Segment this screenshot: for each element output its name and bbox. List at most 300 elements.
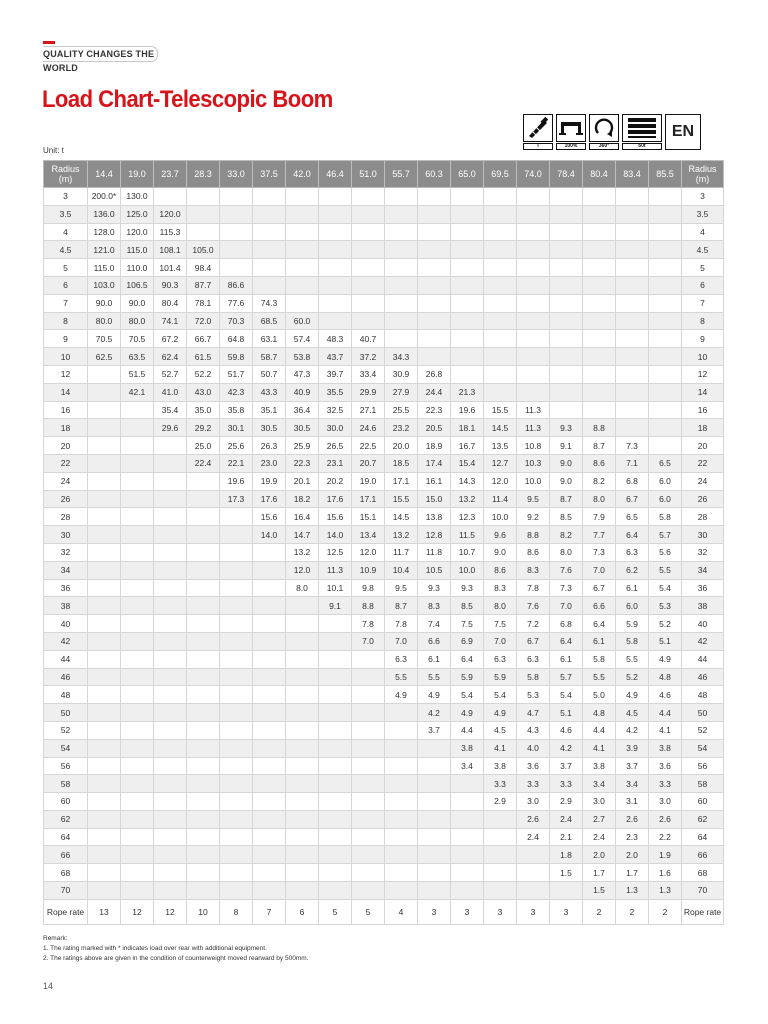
load-cell [253, 543, 286, 561]
load-cell: 22.3 [286, 454, 319, 472]
load-cell [253, 223, 286, 241]
table-row [44, 223, 724, 241]
load-cell [451, 276, 484, 294]
load-cell [484, 882, 517, 900]
load-cell [418, 846, 451, 864]
load-cell: 24.6 [352, 419, 385, 437]
load-cell [220, 757, 253, 775]
load-cell [319, 615, 352, 633]
load-cell [352, 205, 385, 223]
load-cell: 10.1 [319, 579, 352, 597]
load-cell [253, 757, 286, 775]
radius-cell: 46 [44, 668, 88, 686]
load-cell: 8.0 [286, 579, 319, 597]
load-cell [187, 775, 220, 793]
load-cell [121, 757, 154, 775]
load-cell [418, 828, 451, 846]
load-cell: 3.6 [649, 757, 682, 775]
load-cell: 62.5 [88, 348, 121, 366]
radius-cell-right: 28 [682, 508, 724, 526]
load-cell: 33.4 [352, 365, 385, 383]
load-cell: 43.0 [187, 383, 220, 401]
load-cell [385, 330, 418, 348]
radius-cell: 9 [44, 330, 88, 348]
rope-rate-cell: 3 [418, 899, 451, 924]
radius-cell: 16 [44, 401, 88, 419]
boom-length-header: 19.0 [121, 161, 154, 188]
load-cell [616, 348, 649, 366]
load-cell [154, 579, 187, 597]
load-cell: 86.6 [220, 276, 253, 294]
load-cell: 6.0 [616, 597, 649, 615]
load-cell [352, 668, 385, 686]
boom-length-header: 51.0 [352, 161, 385, 188]
load-cell [121, 704, 154, 722]
load-cell [550, 205, 583, 223]
load-cell [286, 597, 319, 615]
load-cell [616, 294, 649, 312]
load-cell [451, 312, 484, 330]
load-cell [352, 704, 385, 722]
load-cell [88, 650, 121, 668]
rotation-badge [589, 114, 619, 150]
load-cell: 4.7 [517, 704, 550, 722]
load-cell: 5.9 [616, 615, 649, 633]
load-cell: 4.2 [418, 704, 451, 722]
table-row [44, 615, 724, 633]
load-cell [385, 312, 418, 330]
load-cell: 53.8 [286, 348, 319, 366]
load-cell [616, 188, 649, 206]
load-cell [220, 508, 253, 526]
load-cell: 35.4 [154, 401, 187, 419]
load-cell [451, 294, 484, 312]
load-cell [583, 223, 616, 241]
load-cell [385, 793, 418, 811]
load-cell: 2.6 [517, 810, 550, 828]
load-cell [319, 739, 352, 757]
load-cell [121, 668, 154, 686]
load-cell: 13.8 [418, 508, 451, 526]
load-cell: 17.6 [319, 490, 352, 508]
load-cell [649, 348, 682, 366]
load-cell: 2.7 [583, 810, 616, 828]
load-cell [121, 864, 154, 882]
load-cell: 6.3 [484, 650, 517, 668]
load-cell [220, 543, 253, 561]
load-cell: 106.5 [121, 276, 154, 294]
load-cell [385, 721, 418, 739]
load-cell [649, 223, 682, 241]
load-cell [220, 223, 253, 241]
rope-rate-cell: 4 [385, 899, 418, 924]
load-cell [385, 276, 418, 294]
load-cell [220, 721, 253, 739]
radius-cell: 30 [44, 526, 88, 544]
load-cell [616, 205, 649, 223]
load-cell: 7.0 [352, 632, 385, 650]
load-cell: 8.0 [550, 543, 583, 561]
load-cell [616, 259, 649, 277]
load-cell [220, 579, 253, 597]
table-row [44, 775, 724, 793]
load-cell: 12.0 [286, 561, 319, 579]
load-cell [451, 188, 484, 206]
load-cell [88, 668, 121, 686]
load-cell [583, 276, 616, 294]
load-cell [649, 419, 682, 437]
load-cell [418, 739, 451, 757]
load-cell [220, 526, 253, 544]
load-cell: 3.8 [583, 757, 616, 775]
load-cell: 20.5 [418, 419, 451, 437]
load-cell: 19.9 [253, 472, 286, 490]
load-cell: 4.9 [418, 686, 451, 704]
load-cell [88, 757, 121, 775]
load-cell [253, 205, 286, 223]
load-cell [385, 757, 418, 775]
boom-badge [523, 114, 553, 150]
load-cell: 6.0 [649, 472, 682, 490]
load-cell: 29.2 [187, 419, 220, 437]
load-cell [88, 846, 121, 864]
table-row [44, 259, 724, 277]
load-cell: 7.8 [517, 579, 550, 597]
load-cell: 6.8 [616, 472, 649, 490]
load-cell: 19.6 [220, 472, 253, 490]
load-cell [121, 615, 154, 633]
radius-cell-right: 3 [682, 188, 724, 206]
radius-cell-right: 24 [682, 472, 724, 490]
table-row [44, 490, 724, 508]
load-cell: 17.4 [418, 454, 451, 472]
table-row [44, 276, 724, 294]
load-cell [649, 365, 682, 383]
load-cell [154, 828, 187, 846]
load-cell [253, 775, 286, 793]
load-cell [286, 739, 319, 757]
load-cell [550, 276, 583, 294]
load-cell: 3.1 [616, 793, 649, 811]
load-cell [319, 721, 352, 739]
brand-tagline: QUALITY CHANGES THE WORLD [43, 46, 158, 62]
load-cell [121, 454, 154, 472]
radius-cell-right: 3.5 [682, 205, 724, 223]
load-cell: 5.2 [616, 668, 649, 686]
load-cell [220, 615, 253, 633]
load-cell [583, 348, 616, 366]
load-cell: 3.4 [451, 757, 484, 775]
load-cell: 3.0 [583, 793, 616, 811]
load-cell: 7.7 [583, 526, 616, 544]
load-cell [649, 259, 682, 277]
table-row [44, 846, 724, 864]
table-row [44, 864, 724, 882]
load-cell [154, 650, 187, 668]
load-cell: 32.5 [319, 401, 352, 419]
load-cell [286, 205, 319, 223]
load-cell: 5.4 [484, 686, 517, 704]
load-cell: 5.4 [451, 686, 484, 704]
load-cell [253, 188, 286, 206]
load-cell [220, 739, 253, 757]
counterweight-icon [626, 117, 658, 139]
load-cell: 7.3 [616, 437, 649, 455]
load-cell: 14.0 [253, 526, 286, 544]
load-cell: 5.8 [616, 632, 649, 650]
boom-length-header: 65.0 [451, 161, 484, 188]
rope-rate-row [44, 899, 724, 924]
load-cell: 8.8 [517, 526, 550, 544]
load-cell [418, 793, 451, 811]
table-row [44, 668, 724, 686]
radius-cell: 68 [44, 864, 88, 882]
table-row [44, 579, 724, 597]
load-cell [484, 259, 517, 277]
load-cell: 5.3 [649, 597, 682, 615]
page-title: Load Chart-Telescopic Boom [42, 86, 333, 113]
load-cell [286, 757, 319, 775]
load-cell: 6.8 [550, 615, 583, 633]
load-cell [286, 721, 319, 739]
load-cell: 64.8 [220, 330, 253, 348]
load-cell: 78.1 [187, 294, 220, 312]
radius-cell-right: 10 [682, 348, 724, 366]
load-cell: 108.1 [154, 241, 187, 259]
load-cell: 2.6 [616, 810, 649, 828]
load-cell: 30.9 [385, 365, 418, 383]
load-cell [88, 882, 121, 900]
radius-cell: 66 [44, 846, 88, 864]
rope-rate-cell: 12 [121, 899, 154, 924]
load-cell [253, 704, 286, 722]
load-cell: 5.8 [517, 668, 550, 686]
load-cell [154, 775, 187, 793]
load-cell: 7.3 [550, 579, 583, 597]
table-body [44, 188, 724, 925]
load-cell [88, 419, 121, 437]
load-cell: 121.0 [88, 241, 121, 259]
load-cell: 74.1 [154, 312, 187, 330]
rope-rate-cell: 3 [517, 899, 550, 924]
radius-cell-right: 60 [682, 793, 724, 811]
load-cell: 26.8 [418, 365, 451, 383]
load-cell: 15.5 [484, 401, 517, 419]
radius-cell-right: 14 [682, 383, 724, 401]
load-cell: 8.0 [484, 597, 517, 615]
load-cell: 5.0 [583, 686, 616, 704]
page-number: 14 [43, 981, 54, 991]
load-cell [649, 241, 682, 259]
load-cell [187, 543, 220, 561]
load-cell [385, 810, 418, 828]
load-cell: 3.8 [484, 757, 517, 775]
load-cell [187, 597, 220, 615]
load-cell: 1.7 [583, 864, 616, 882]
radius-cell: 48 [44, 686, 88, 704]
table-row [44, 312, 724, 330]
load-cell: 9.0 [484, 543, 517, 561]
load-cell [286, 294, 319, 312]
load-cell [88, 704, 121, 722]
load-cell [385, 739, 418, 757]
boom-length-header: 37.5 [253, 161, 286, 188]
load-cell [352, 810, 385, 828]
load-cell [286, 632, 319, 650]
table-row [44, 472, 724, 490]
rope-rate-cell: 3 [484, 899, 517, 924]
load-cell [484, 365, 517, 383]
load-cell: 20.1 [286, 472, 319, 490]
load-cell: 5.7 [649, 526, 682, 544]
load-cell [352, 882, 385, 900]
load-cell [616, 419, 649, 437]
load-cell [319, 864, 352, 882]
load-cell [286, 704, 319, 722]
load-cell [418, 188, 451, 206]
load-cell: 35.8 [220, 401, 253, 419]
load-cell: 14.3 [451, 472, 484, 490]
radius-cell: 58 [44, 775, 88, 793]
boom-caption: T [523, 143, 553, 150]
load-cell [121, 828, 154, 846]
load-cell [253, 739, 286, 757]
load-cell [286, 276, 319, 294]
radius-cell-right: 62 [682, 810, 724, 828]
load-cell [121, 508, 154, 526]
rope-rate-cell: 5 [319, 899, 352, 924]
load-cell: 4.9 [385, 686, 418, 704]
load-cell [319, 686, 352, 704]
load-cell: 57.4 [286, 330, 319, 348]
load-cell: 7.0 [484, 632, 517, 650]
load-cell [253, 259, 286, 277]
boom-length-header: 55.7 [385, 161, 418, 188]
load-cell [88, 526, 121, 544]
load-cell [154, 615, 187, 633]
load-cell: 11.7 [385, 543, 418, 561]
load-cell: 3.3 [649, 775, 682, 793]
load-cell: 7.1 [616, 454, 649, 472]
load-cell: 30.5 [253, 419, 286, 437]
radius-cell: 8 [44, 312, 88, 330]
load-cell [418, 294, 451, 312]
load-cell [88, 490, 121, 508]
load-cell: 16.4 [286, 508, 319, 526]
load-cell [121, 419, 154, 437]
load-cell [88, 793, 121, 811]
load-cell [517, 348, 550, 366]
table-row [44, 632, 724, 650]
radius-cell-right: 40 [682, 615, 724, 633]
boom-length-header: 14.4 [88, 161, 121, 188]
load-cell: 70.3 [220, 312, 253, 330]
load-cell [253, 882, 286, 900]
load-cell [550, 882, 583, 900]
load-cell [220, 188, 253, 206]
load-cell [88, 508, 121, 526]
radius-cell-right: 66 [682, 846, 724, 864]
load-cell: 29.9 [352, 383, 385, 401]
load-cell: 6.1 [616, 579, 649, 597]
load-cell: 1.5 [583, 882, 616, 900]
load-cell [121, 526, 154, 544]
load-cell: 9.3 [418, 579, 451, 597]
load-cell: 3.7 [418, 721, 451, 739]
load-cell: 52.7 [154, 365, 187, 383]
radius-cell: 24 [44, 472, 88, 490]
radius-cell-right: 54 [682, 739, 724, 757]
load-cell [319, 205, 352, 223]
load-cell [154, 526, 187, 544]
load-cell [484, 223, 517, 241]
load-cell: 200.0* [88, 188, 121, 206]
load-cell: 115.0 [88, 259, 121, 277]
load-cell: 10.0 [451, 561, 484, 579]
radius-cell-right: 22 [682, 454, 724, 472]
load-cell: 87.7 [187, 276, 220, 294]
load-cell: 10.7 [451, 543, 484, 561]
load-cell: 4.2 [616, 721, 649, 739]
load-cell: 3.3 [550, 775, 583, 793]
load-cell [352, 846, 385, 864]
radius-cell-right: 6 [682, 276, 724, 294]
load-cell: 4.4 [583, 721, 616, 739]
load-cell [286, 615, 319, 633]
load-cell [517, 276, 550, 294]
load-cell: 12.0 [484, 472, 517, 490]
remark-2: 2. The ratings above are given in the condition of counterweight moved rearward by 500mm. [43, 955, 309, 962]
outrigger-caption: 100% [556, 143, 586, 150]
load-cell: 19.0 [352, 472, 385, 490]
load-cell [352, 686, 385, 704]
load-cell: 15.6 [319, 508, 352, 526]
load-cell [352, 223, 385, 241]
load-cell [187, 472, 220, 490]
load-cell: 14.5 [484, 419, 517, 437]
load-cell: 70.5 [121, 330, 154, 348]
load-cell [220, 828, 253, 846]
load-cell [154, 739, 187, 757]
rope-rate-cell: 5 [352, 899, 385, 924]
load-cell: 10.5 [418, 561, 451, 579]
load-cell: 4.3 [517, 721, 550, 739]
load-cell: 15.4 [451, 454, 484, 472]
radius-cell: 38 [44, 597, 88, 615]
load-cell [418, 330, 451, 348]
boom-length-header: 74.0 [517, 161, 550, 188]
load-cell [187, 828, 220, 846]
load-cell: 8.2 [583, 472, 616, 490]
radius-cell-right: 68 [682, 864, 724, 882]
load-cell [88, 810, 121, 828]
load-cell: 2.0 [583, 846, 616, 864]
load-cell: 15.6 [253, 508, 286, 526]
load-cell: 9.8 [352, 579, 385, 597]
load-cell [385, 188, 418, 206]
load-cell [286, 668, 319, 686]
load-cell: 9.3 [451, 579, 484, 597]
load-cell [154, 597, 187, 615]
load-cell [583, 241, 616, 259]
radius-cell-right: 26 [682, 490, 724, 508]
load-cell [517, 205, 550, 223]
load-cell [220, 205, 253, 223]
table-row [44, 739, 724, 757]
load-cell: 8.8 [352, 597, 385, 615]
load-cell [187, 704, 220, 722]
load-cell [550, 401, 583, 419]
